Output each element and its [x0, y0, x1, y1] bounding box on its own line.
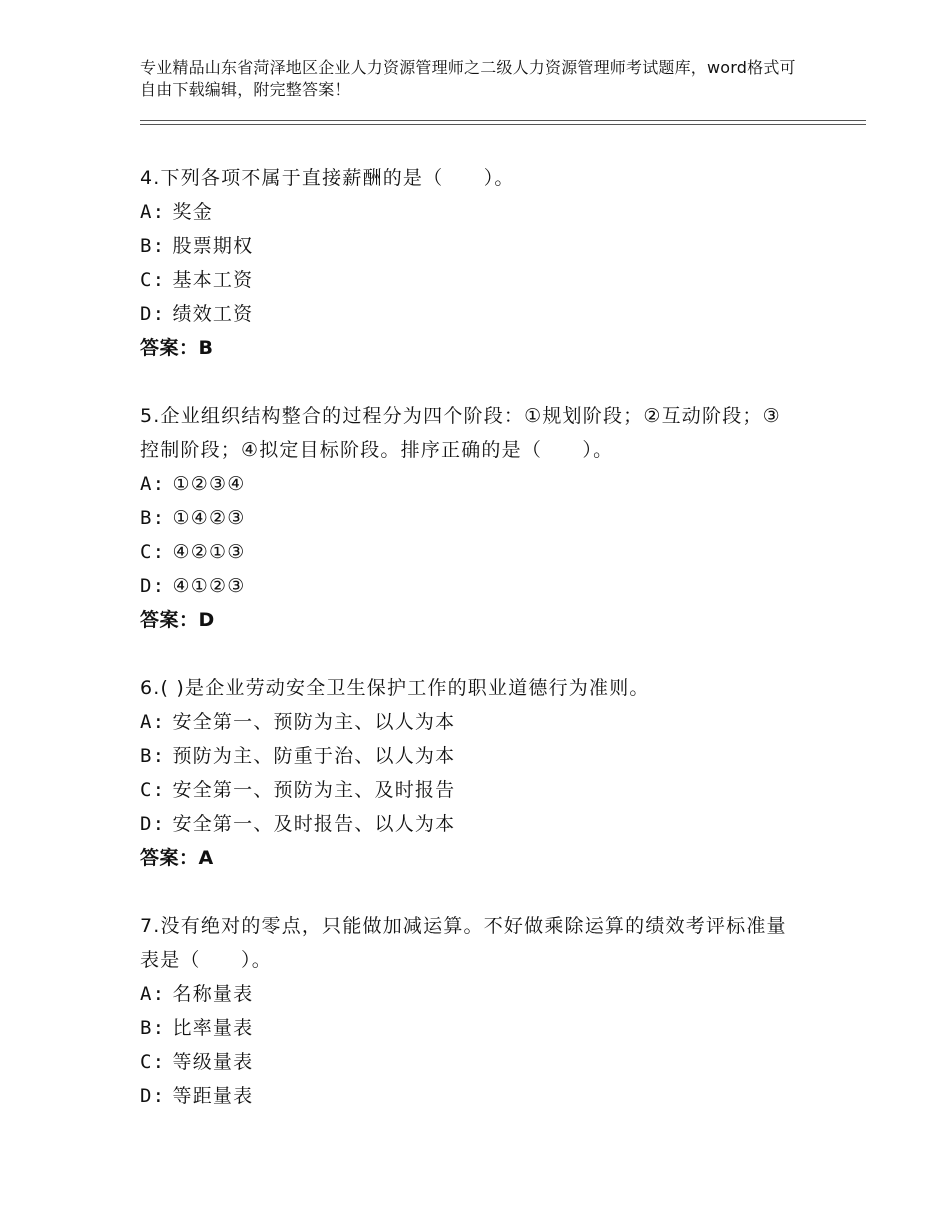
option-text: ①④②③	[172, 507, 246, 529]
option-label: A:	[140, 473, 166, 495]
option-c	[140, 1045, 840, 1079]
option-label: A:	[140, 711, 166, 733]
option-text: 奖金	[172, 201, 213, 223]
question-7	[140, 909, 840, 1113]
option-text: 股票期权	[172, 235, 254, 257]
option-b	[140, 501, 840, 535]
option-label: C:	[140, 1051, 166, 1073]
option-b	[140, 229, 840, 263]
option-label: D:	[140, 1085, 166, 1107]
option-text: 等级量表	[172, 1051, 254, 1073]
option-label: C:	[140, 779, 166, 801]
option-label: B:	[140, 235, 166, 257]
option-label: C:	[140, 541, 166, 563]
option-d	[140, 569, 840, 603]
option-d	[140, 297, 840, 331]
option-text: 安全第一、预防为主、以人为本	[172, 711, 456, 733]
option-a	[140, 705, 840, 739]
option-text: 预防为主、防重于治、以人为本	[172, 745, 456, 767]
option-b	[140, 1011, 840, 1045]
question-4	[140, 161, 840, 365]
option-text: 安全第一、及时报告、以人为本	[172, 813, 456, 835]
question-list	[140, 161, 840, 1147]
option-label: A:	[140, 983, 166, 1005]
question-stem: 5.企业组织结构整合的过程分为四个阶段：①规划阶段；②互动阶段；③控制阶段；④拟定目标阶段。排序正确的是（ ）。	[140, 405, 781, 461]
option-d	[140, 1079, 840, 1113]
option-text: ①②③④	[172, 473, 246, 495]
answer-line: 答案：B	[140, 337, 214, 359]
option-label: D:	[140, 303, 166, 325]
option-c	[140, 263, 840, 297]
option-text: 比率量表	[172, 1017, 254, 1039]
option-b	[140, 739, 840, 773]
option-label: D:	[140, 575, 166, 597]
document-header: 专业精品山东省菏泽地区企业人力资源管理师之二级人力资源管理师考试题库，word格式可自由下载编辑，附完整答案！	[140, 58, 796, 99]
option-label: D:	[140, 813, 166, 835]
question-stem: 7.没有绝对的零点，只能做加减运算。不好做乘除运算的绩效考评标准量表是（ ）。	[140, 915, 787, 971]
option-text: 等距量表	[172, 1085, 254, 1107]
option-a	[140, 467, 840, 501]
option-text: 基本工资	[172, 269, 254, 291]
answer-line: 答案：A	[140, 847, 214, 869]
option-label: A:	[140, 201, 166, 223]
question-5	[140, 399, 840, 637]
option-c	[140, 535, 840, 569]
question-stem: 6.( )是企业劳动安全卫生保护工作的职业道德行为准则。	[140, 677, 650, 699]
option-c	[140, 773, 840, 807]
option-a	[140, 195, 840, 229]
option-a	[140, 977, 840, 1011]
option-d	[140, 807, 840, 841]
option-text: ④②①③	[172, 541, 246, 563]
option-text: 绩效工资	[172, 303, 254, 325]
question-6	[140, 671, 840, 875]
option-text: ④①②③	[172, 575, 246, 597]
option-label: B:	[140, 745, 166, 767]
option-label: C:	[140, 269, 166, 291]
option-text: 名称量表	[172, 983, 254, 1005]
answer-line: 答案：D	[140, 609, 215, 631]
option-label: B:	[140, 1017, 166, 1039]
option-text: 安全第一、预防为主、及时报告	[172, 779, 456, 801]
header-divider	[140, 120, 866, 125]
option-label: B:	[140, 507, 166, 529]
question-stem: 4.下列各项不属于直接薪酬的是（ ）。	[140, 167, 515, 189]
